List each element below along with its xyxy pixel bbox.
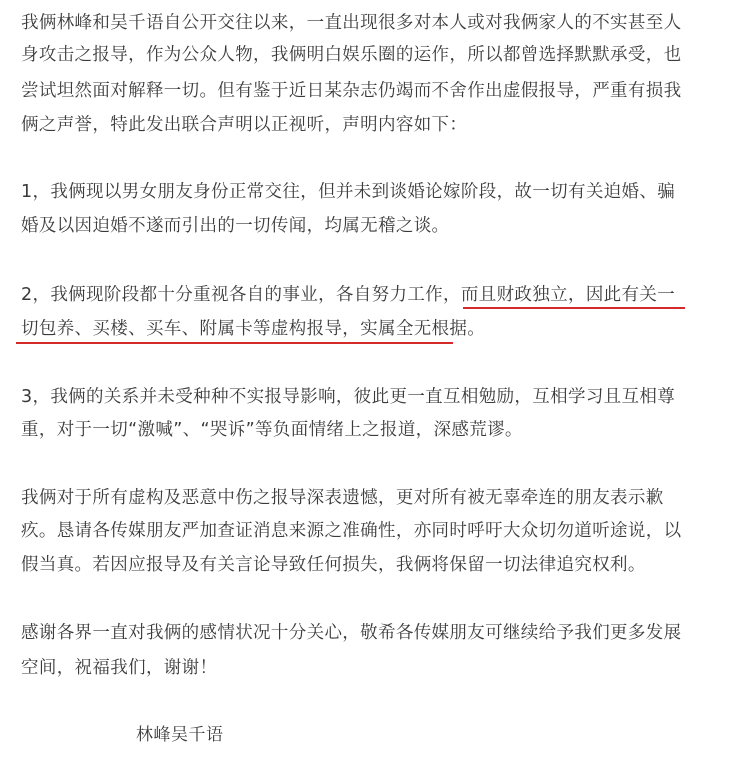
intro-line-2: 身攻击之报导，作为公众人物，我俩明白娱乐圈的运作，所以都曾选择默默承受，也 [21, 45, 682, 65]
signature: 林峰吴千语 [136, 725, 224, 745]
point-1-line-1: 1，我俩现以男女朋友身份正常交往，但并未到谈婚论嫁阶段，故一切有关迫婚、骗 [21, 182, 676, 202]
intro-line-4: 俩之声誉，特此发出联合声明以正视听，声明内容如下： [21, 115, 468, 135]
highlight-underline-2 [16, 342, 453, 344]
closing-2-line-1: 感谢各界一直对我俩的感情状况十分关心，敬希各传媒朋友可继续给予我们更多发展 [21, 623, 682, 643]
point-3-line-1: 3，我俩的关系并未受种种不实报导影响，彼此更一直互相勉励，互相学习且互相尊 [21, 387, 676, 407]
highlight-underline-1 [463, 307, 685, 309]
closing-1-line-2: 疚。恳请各传媒朋友严加查证消息来源之准确性，亦同时呼吁大众切勿道听途说，以 [21, 521, 682, 541]
intro-line-1: 我俩林峰和吴千语自公开交往以来，一直出现很多对本人或对我俩家人的不实甚至人 [21, 13, 682, 33]
point-3-line-2: 重，对于一切“激喊”、“哭诉”等负面情绪上之报道，深感荒谬。 [21, 420, 523, 440]
closing-2-line-2: 空间，祝福我们，谢谢！ [21, 658, 218, 678]
closing-1-line-3: 假当真。若因应报导及有关言论导致任何损失，我俩将保留一切法律追究权利。 [21, 555, 646, 575]
intro-line-3: 尝试坦然面对解释一切。但有鉴于近日某杂志仍竭而不舍作出虚假报导，严重有损我 [21, 81, 682, 101]
point-1-line-2: 婚及以因迫婚不遂而引出的一切传闻，均属无稽之谈。 [21, 216, 450, 236]
point-2-line-2: 切包养、买楼、买车、附属卡等虚构报导，实属全无根据。 [21, 319, 486, 339]
point-2-line-1: 2，我俩现阶段都十分重视各自的事业，各自努力工作，而且财政独立，因此有关一 [21, 285, 676, 305]
closing-1-line-1: 我俩对于所有虚构及恶意中伤之报导深表遗憾，更对所有被无辜牵连的朋友表示歉 [21, 488, 664, 508]
